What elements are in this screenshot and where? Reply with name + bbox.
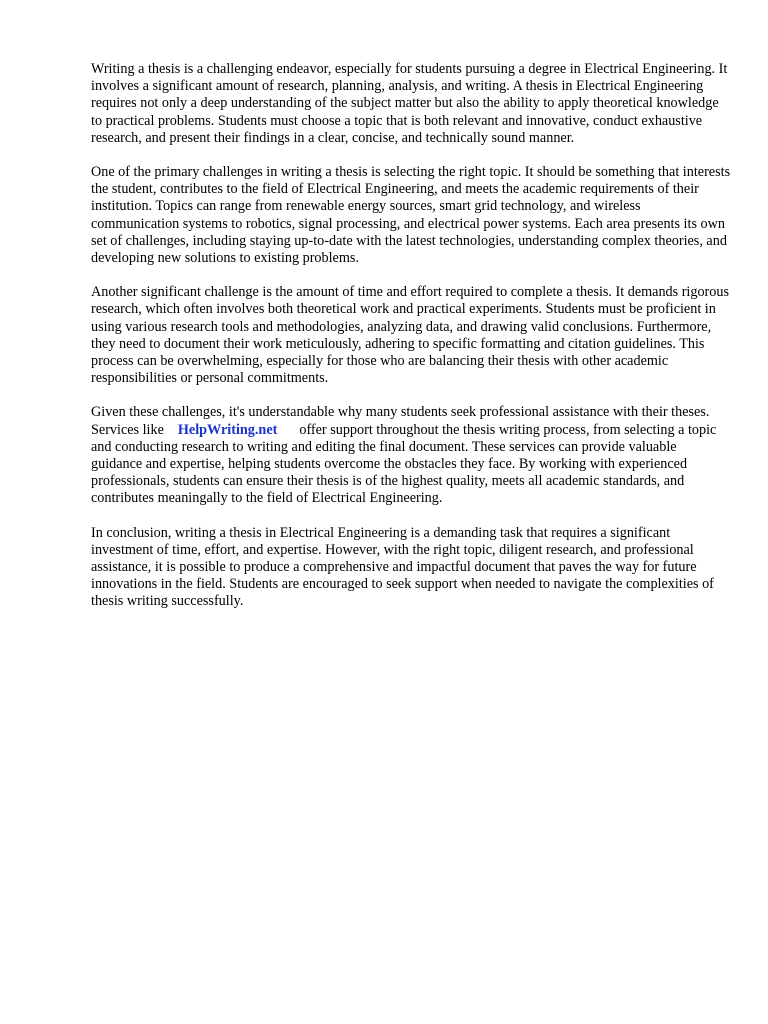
paragraph-intro: Writing a thesis is a challenging endeavor, especially for students pursuing a degree in Electrical Engineering. It involves a significant amount of research, planning, analysis, and writing. A thesis in Electrical Engineering requires not only a deep understanding of the subject matter but also the ability to apply theoretical knowledge to practical problems. Students must choose a topic that is both relevant and innovative, conduct exhaustive research, and present their findings in a clear, concise, and technically sound manner. xyxy=(91,61,728,146)
document-body xyxy=(91,61,731,628)
paragraph-assistance xyxy=(91,404,731,507)
paragraph-time-effort: Another significant challenge is the amount of time and effort required to complete a thesis. It demands rigorous research, which often involves both theoretical work and practical experiments. Students must be proficient in using various research tools and methodologies, analyzing data, and drawing valid conclusions. Furthermore, they need to document their work meticulously, adhering to specific formatting and citation guidelines. This process can be overwhelming, especially for those who are balancing their thesis with other academic responsibilities or personal commitments. xyxy=(91,284,729,387)
paragraph-topic-selection: One of the primary challenges in writing a thesis is selecting the right topic. It should be something that interests the student, contributes to the field of Electrical Engineering, and meets the academic requirements of their institution. Topics can range from renewable energy sources, smart grid technology, and wireless communication systems to robotics, signal processing, and electrical power systems. Each area presents its own set of challenges, including staying up-to-date with the latest technologies, understanding complex theories, and developing new solutions to existing problems. xyxy=(91,164,731,267)
assistance-text-before: Given these challenges, it's understandable why many students seek professional assistance with their theses. Services like xyxy=(91,404,710,438)
paragraph-conclusion: In conclusion, writing a thesis in Electrical Engineering is a demanding task that requires a significant investment of time, effort, and expertise. However, with the right topic, diligent research, and professional assistance, it is possible to produce a comprehensive and impactful document that paves the way for future innovations in the field. Students are encouraged to seek support when needed to navigate the complexities of thesis writing successfully. xyxy=(91,524,714,610)
helpwriting-link[interactable]: HelpWriting.net xyxy=(177,421,278,438)
assistance-text-after: offer support throughout the thesis writing process, from selecting a topic and conducting research to writing and editing the final document. These services can provide valuable guidance and expertise, helping students overcome the obstacles they face. By working with experienced professionals, students can ensure their thesis is of the highest quality, meets all academic standards, and contributes meaningally to the field of Electrical Engineering. xyxy=(91,421,717,507)
